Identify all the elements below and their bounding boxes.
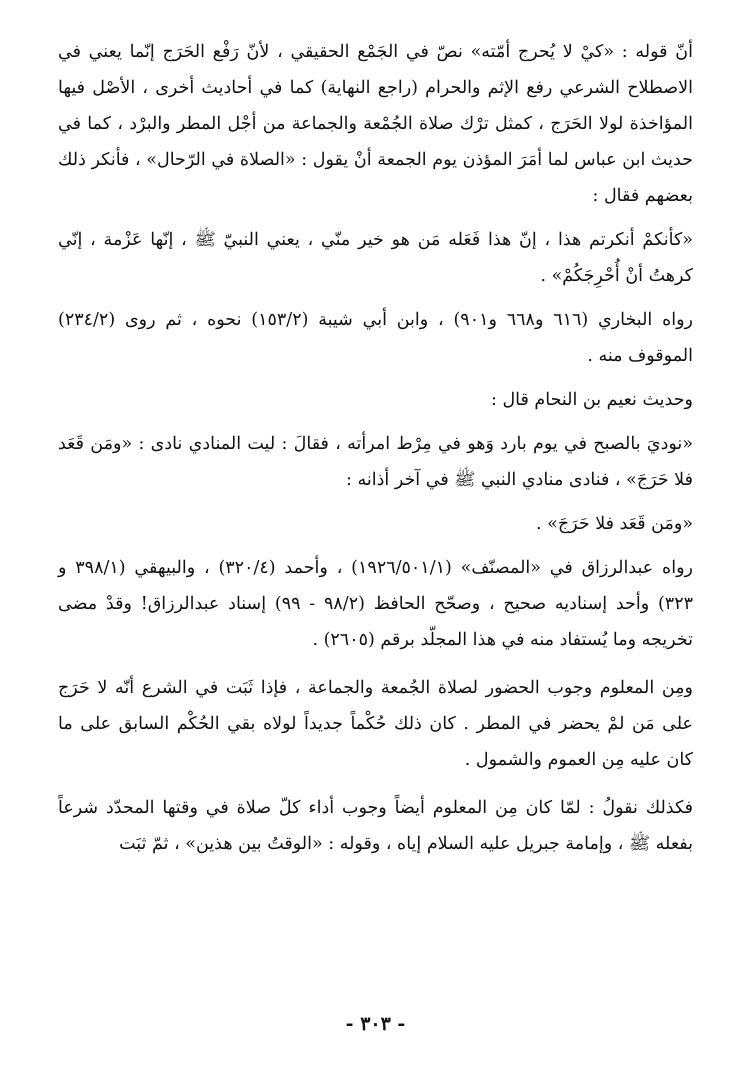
paragraph-ruling: ومِن المعلوم وجوب الحضور لصلاة الجُمعة والجماعة ، فإذا ثَبَت في الشرع أنّه لا حَرَج على مَن لمْ يحضر في المطر . كان ذلك حُكْماً جديداً لولاه بقي الحُكْم السابق على ما كان عليه مِن العموم والشمول . (58, 678, 693, 770)
paragraph-intro: أنّ قوله : «كيْ لا يُحرج أمّته» نصّ في الجَمْع الحقيقي ، لأنّ رَفْع الحَرَج إنّما يعني في الاصطلاح الشرعي رفع الإثم والحرام (راجع النهاية) كما في أحاديث أخرى ، الأصْل فيها المؤاخذة لولا الحَرَج ، كمثل ترْك صلاة الجُمْعة والجماعة من أجْل المطر والبرْد ، كما في حديث ابن عباس لما أمَرَ المؤذن يوم الجمعة أنْ يقول : «الصلاة في الرّحال» ، فأنكر ذلك بعضهم فقال : (58, 42, 693, 206)
paragraph-citation-abdurrazzaq: رواه عبدالرزاق في «المصنّف» (١٩٢٦/٥٠١/١) ، وأحمد (٣٢٠/٤) ، والبيهقي (٣٩٨/١ و ٣٢٣) وأحد إسناديه صحيح ، وصحّح الحافظ (٩٨/٢ - ٩٩) إسناد عبدالرزاق! وقدْ مضى تخريجه وما يُستفاد منه في هذا المجلّد برقم (٢٦٠٥) . (58, 558, 693, 650)
paragraph-hadith-intro: وحديث نعيم بن النحام قال : (490, 390, 693, 410)
page-number: - ٣٠٣ - (345, 1013, 406, 1035)
paragraph-citation-bukhari: رواه البخاري (٦١٦ و٦٦٨ و٩٠١) ، وابن أبي شيبة (١٥٣/٢) نحوه ، ثم روى (٢٣٤/٢) الموقوف منه . (58, 310, 694, 366)
paragraph-quote-short: «ومَن قَعَد فلا حَرَجَ» . (536, 514, 693, 534)
paragraph-quote-ibn-abbas: «كأنكمْ أنكرتم هذا ، إنّ هذا فَعَله مَن هو خير منّي ، يعني النبيّ ﷺ ، إنّها عَزْمة ، إنّي كرهتُ أنْ أُحْرِجَكُمْ» . (58, 230, 693, 286)
paragraph-quote-nuaym: «نوديَ بالصبح في يوم بارد وَهو في مِرْط امرأته ، فقالَ : ليت المنادي نادى : «ومَن قَعَد فلا حَرَجَ» ، فنادى منادي النبي ﷺ في آخر أذانه : (58, 434, 693, 490)
paragraph-conclusion: فكذلك نقولُ : لمّا كان مِن المعلوم أيضاً وجوب أداء كلّ صلاة في وقتها المحدّد شرعاً بفعله ﷺ ، وإمامة جبريل عليه السلام إياه ، وقوله : «الوقتُ بين هذين» ، ثمّ ثبَت (58, 798, 693, 854)
